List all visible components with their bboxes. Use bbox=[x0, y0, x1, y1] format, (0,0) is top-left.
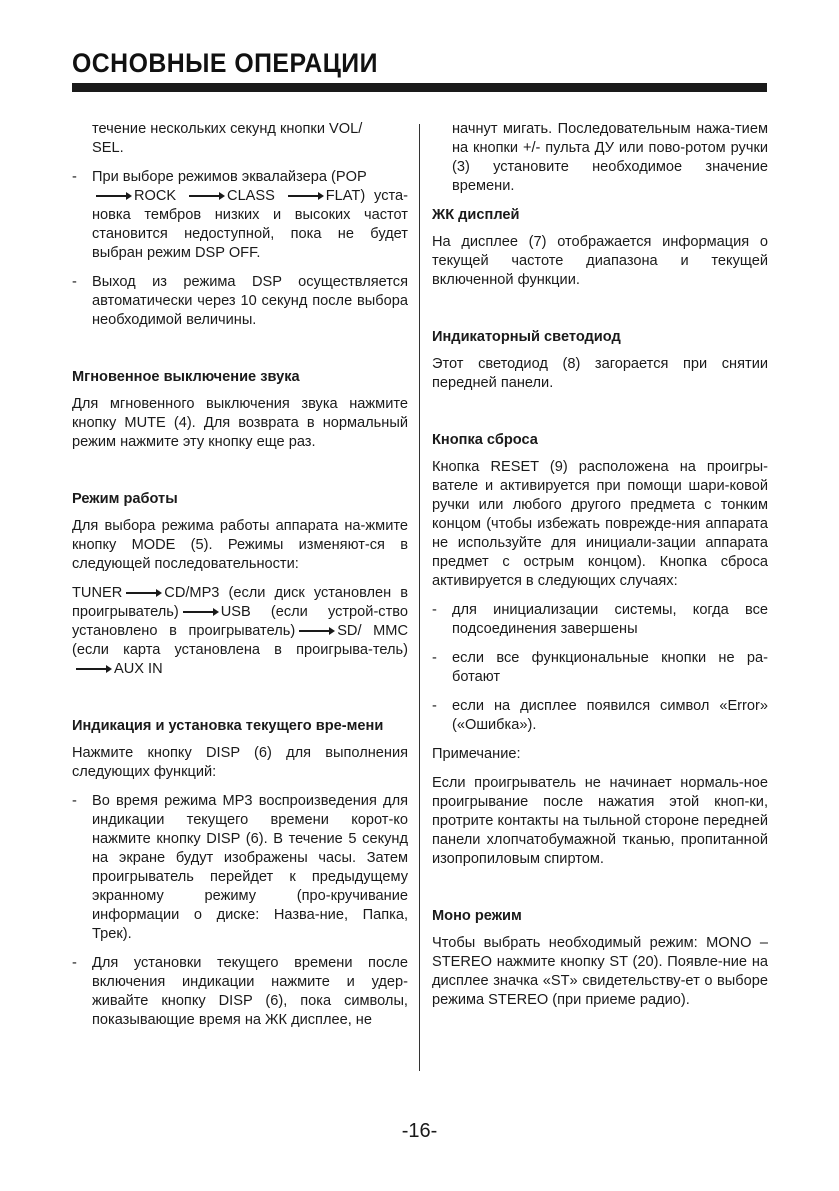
mode-sequence bbox=[72, 584, 408, 679]
eq-class: CLASS bbox=[227, 188, 275, 204]
led-heading: Индикаторный светодиод bbox=[432, 329, 621, 345]
led-text: Этот светодиод (8) загорается при снятии передней панели. bbox=[432, 356, 768, 391]
continued-line-1: течение нескольких секунд кнопки VOL/ bbox=[92, 121, 363, 137]
arrow-icon bbox=[76, 668, 110, 670]
seq-aux: AUX IN bbox=[114, 661, 163, 677]
mode-heading: Режим работы bbox=[72, 491, 178, 507]
mono-text: Чтобы выбрать необходимый режим: MONO – STEREO нажмите кнопку ST (20). Появле-ние на дисплее значка «ST» свидетельству-ет о выборе режима STEREO (при приеме радио). bbox=[432, 935, 768, 1008]
clock-text: Нажмите кнопку DISP (6) для выполнения следующих функций: bbox=[72, 745, 408, 780]
seq-sd: SD/ MMC (если карта установлена в проигрыва-тель) bbox=[72, 623, 408, 658]
seq-tuner: TUNER bbox=[72, 585, 123, 601]
page-number: -16- bbox=[401, 1120, 438, 1142]
title-rule bbox=[72, 83, 767, 92]
column-divider bbox=[419, 124, 420, 1071]
arrow-icon bbox=[288, 195, 322, 197]
clock-bullet-1: - Во время режима MP3 воспроизведения для индикации текущего времени корот-ко нажмите кнопку DISP (6). В течение 5 секунд на экране будут изображены часы. Затем проигрыватель перейдет к предыдущему экранному режиму (про-кручивание информации о диске: Назва-ние, Папка, Трек). bbox=[72, 792, 408, 944]
continued-line-2: SEL. bbox=[92, 140, 124, 156]
note-label: Примечание: bbox=[432, 746, 521, 762]
continued-text bbox=[72, 120, 408, 158]
eq-bullet bbox=[72, 168, 408, 263]
arrow-icon bbox=[183, 611, 217, 613]
lcd-text: На дисплее (7) отображается информация о текущей частоте диапазона и текущей включенной функции. bbox=[432, 234, 768, 288]
lcd-heading: ЖК дисплей bbox=[432, 207, 520, 223]
left-column bbox=[72, 120, 408, 1030]
arrow-icon bbox=[189, 195, 223, 197]
eq-text-a: При выборе режимов эквалайзера (POP bbox=[92, 169, 367, 185]
note-text: Если проигрыватель не начинает нормаль-ное проигрывание после нажатия этой кноп-ки, протрите контакты на тыльной стороне передней панели хлопчатобумажной тканью, пропитанной изопропиловым спиртом. bbox=[432, 775, 768, 867]
mute-heading: Мгновенное выключение звука bbox=[72, 369, 300, 385]
right-column bbox=[432, 120, 768, 1010]
eq-rock: ROCK bbox=[134, 188, 177, 204]
mono-heading: Моно режим bbox=[432, 908, 522, 924]
reset-bullet-2: - если все функциональные кнопки не ра-ботают bbox=[432, 649, 768, 687]
eq-flat: FLAT) уста- bbox=[325, 188, 408, 204]
eq-text-b: новка тембров низких и высоких частот становится недоступной, пока не будет выбран режим DSP OFF. bbox=[92, 207, 408, 261]
seq-usb: USB (если устрой-ство установлено в проигрыватель) bbox=[72, 604, 408, 639]
arrow-icon bbox=[299, 630, 333, 632]
mute-text: Для мгновенного выключения звука нажмите кнопку MUTE (4). Для возврата в нормальный режим нажмите эту кнопку еще раз. bbox=[72, 396, 408, 450]
dsp-exit-bullet: - Выход из режима DSP осуществляется автоматически через 10 секунд после выбора необходимой величины. bbox=[72, 273, 408, 330]
page-title: ОСНОВНЫЕ ОПЕРАЦИИ bbox=[72, 48, 378, 78]
clock-bullet-2: - Для установки текущего времени после включения индикации нажмите и удер-живайте кнопку DISP (6), пока символы, показывающие время на ЖК дисплее, не bbox=[72, 954, 408, 1030]
arrow-icon bbox=[96, 195, 130, 197]
reset-heading: Кнопка сброса bbox=[432, 432, 538, 448]
reset-bullet-1: - для инициализации системы, когда все подсоединения завершены bbox=[432, 601, 768, 639]
reset-text: Кнопка RESET (9) расположена на проигры-вателе и активируется при помощи шари-ковой ручки или любого другого предмета с тонким концом (чтобы избежать поврежде-ния аппарата не используйте для инициали-зации аппарата предмет с острым концом). Кнопка сброса активируется в следующих случаях: bbox=[432, 459, 768, 589]
clock-heading: Индикация и установка текущего вре-мени bbox=[72, 718, 384, 734]
mode-text: Для выбора режима работы аппарата на-жмите кнопку MODE (5). Режимы изменяют-ся в следующей последовательности: bbox=[72, 518, 408, 572]
reset-bullet-3: - если на дисплее появился символ «Error» («Ошибка»). bbox=[432, 697, 768, 735]
continued-text-right: начнут мигать. Последовательным нажа-тием на кнопки +/- пульта ДУ или пово-ротом ручки (3) установите необходимое значение времени. bbox=[452, 121, 768, 194]
seq-cd: CD/MP3 (если диск установлен в проигрыватель) bbox=[72, 585, 408, 620]
arrow-icon bbox=[126, 592, 160, 594]
